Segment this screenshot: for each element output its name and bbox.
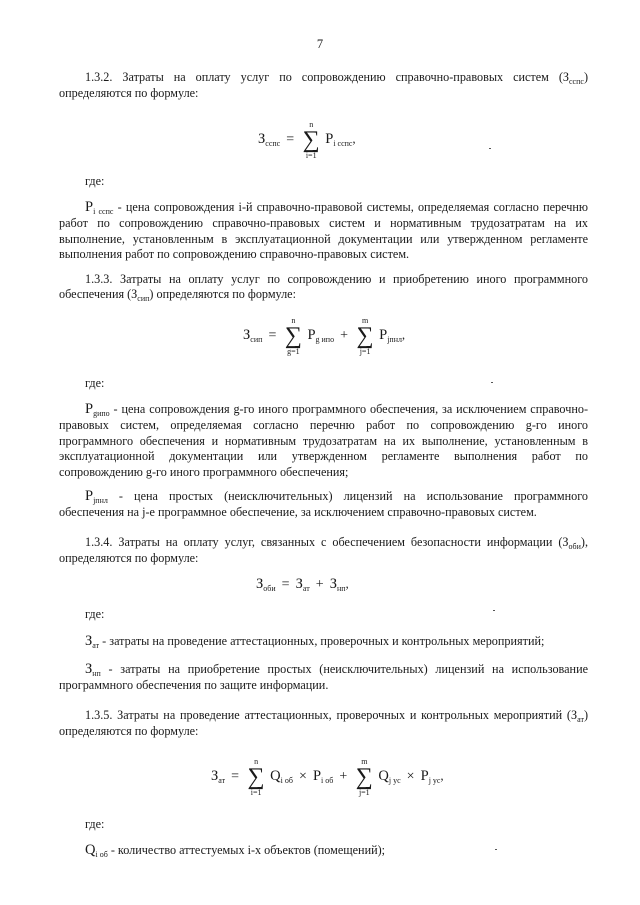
where-label: где: xyxy=(85,376,105,390)
scan-speck xyxy=(493,610,495,611)
definition-q-i-ob: $Q_{i об}$ - количество аттестуемых i-х объектов (помещений); xyxy=(85,842,386,859)
scan-speck xyxy=(491,382,493,383)
formula-obi: $З_{оби} = З_{ат} + З_{нп}$, xyxy=(256,576,349,593)
definition-z-np: $З_{нп}$ - затраты на приобретение простых (неисключительных) лицензий на использование программного обеспечения по защите информации. xyxy=(59,661,588,693)
where-label: где: xyxy=(85,817,105,831)
definition-p-i-sspc: $P_{i сспс}$ - цена сопровождения i-й справочно-правовой системы, определяемая согласно перечню работ по сопровождению справочно-правовых систем и нормативным трудозатратам на их выполнение, установленным в эксплуатационной документации или утвержденном регламенте выполнения работ по сопровождению справочно-правовых систем. xyxy=(59,199,588,262)
definition-p-g-ipo: $P_{gипо}$ - цена сопровождения g-го иного программного обеспечения, за исключением справочно-правовых систем, определяемая согласно перечню работ по сопровождению g-го иного программного обеспечения и нормативным трудозатратам на их выполнение, установленным в эксплуатационной документации или утвержденном регламенте выполнения работ по сопровождению g-го иного программного обеспечения; xyxy=(59,401,588,479)
section-1-3-5-intro: 1.3.5. Затраты на проведение аттестационных, проверочных и контрольных мероприятий $(З_{ат})$ определяются по формуле: xyxy=(59,708,588,739)
where-label: где: xyxy=(85,607,105,621)
formula-sspc: $З_{сспс}$ = n ∑ i=1 $P_{i сспс}$, xyxy=(258,120,356,160)
section-1-3-3-intro: 1.3.3. Затраты на оплату услуг по сопровождению и приобретению иного программного обеспечения $(З_{сип})$ определяются по формуле: xyxy=(59,272,588,304)
scan-speck xyxy=(495,849,497,850)
scan-speck xyxy=(489,148,491,149)
page-number: 7 xyxy=(316,37,324,51)
definition-p-j-pnl: $P_{jпнл}$ - цена простых (неисключительных) лицензий на использование программного обеспечения на j-е программное обеспечение, за исключением справочно-правовых систем. xyxy=(59,488,588,520)
where-label: где: xyxy=(85,174,105,188)
formula-at: $З_{ат}$ = n ∑ i=1 $Q_{i об} \times P_{i об}$ + m ∑ j=1 $Q_{j ус} \times P_{j ус}$, xyxy=(211,757,444,797)
section-1-3-4-intro: 1.3.4. Затраты на оплату услуг, связанных с обеспечением безопасности информации $(З_{оби})$, определяются по формуле: xyxy=(59,535,588,566)
formula-sip: $З_{сип}$ = n ∑ g=1 $P_{g ипо}$ + m ∑ j=1 $P_{jпнл}$, xyxy=(243,316,406,356)
definition-z-at: $З_{ат}$ - затраты на проведение аттестационных, проверочных и контрольных мероприятий; xyxy=(85,633,545,650)
section-1-3-2-intro: 1.3.2. Затраты на оплату услуг по сопровождению справочно-правовых систем $(З_{сспс})$ определяются по формуле: xyxy=(59,70,588,101)
